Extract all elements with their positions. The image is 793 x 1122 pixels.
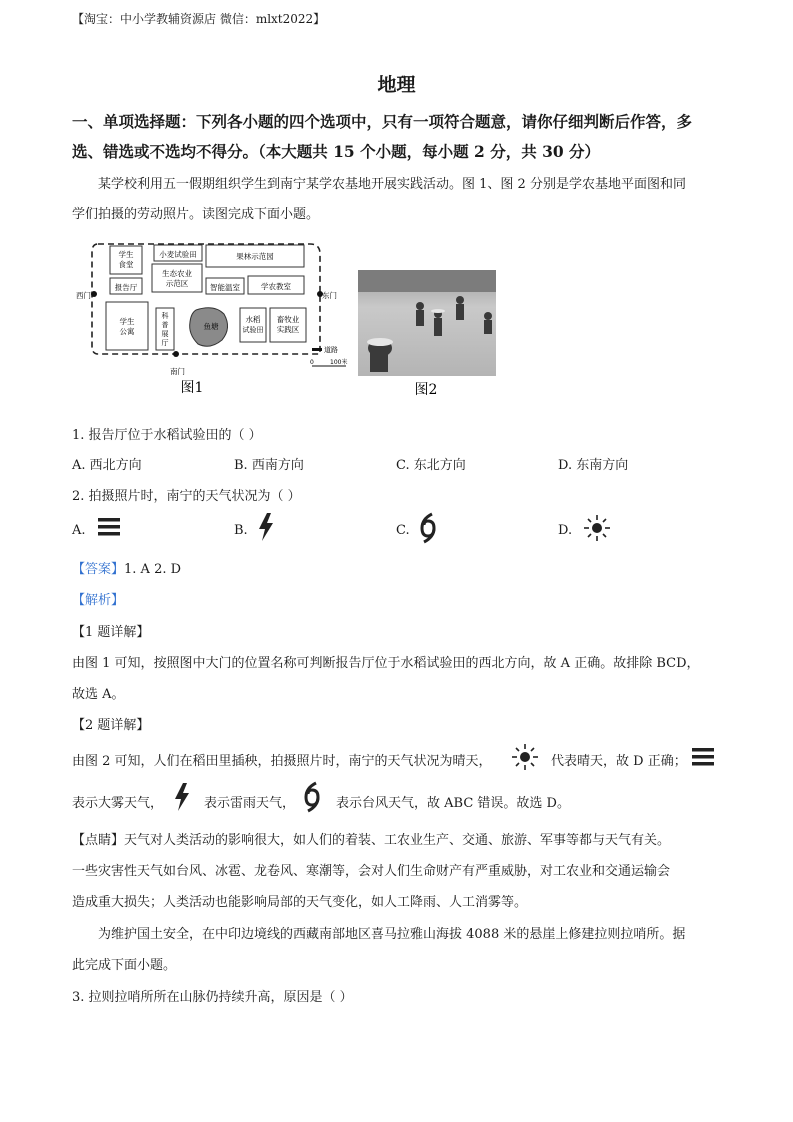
svg-text:水稻: 水稻: [245, 315, 261, 324]
figure1-farm-map: [76, 236, 354, 398]
detail2-line2a: 表示大雾天气，: [72, 796, 164, 811]
q1-option-c[interactable]: C. 东北方向: [396, 458, 466, 473]
svg-text:公寓: 公寓: [119, 327, 135, 336]
svg-text:食堂: 食堂: [118, 260, 134, 269]
detail2-line2c: 表示台风天气，故 ABC 错误。故选 D。: [336, 796, 570, 811]
detail1-heading: 【1 题详解】: [72, 625, 150, 640]
wheat-label: 小麦试验田: [159, 250, 197, 259]
watermark-header: 【淘宝：中小学教辅资源店 微信：mlxt2022】: [72, 12, 326, 26]
svg-text:科: 科: [161, 312, 169, 320]
svg-text:普: 普: [161, 321, 169, 329]
road-legend: 道路: [324, 346, 338, 354]
section-heading-line2: 选、错选或不选均不得分。（本大题共 15 个小题，每小题 2 分，共 30 分）: [72, 142, 601, 161]
q1-option-b[interactable]: B. 西南方向: [234, 458, 304, 473]
q3-stem: 3. 拉则拉哨所所在山脉仍持续升高，原因是（ ）: [72, 990, 353, 1005]
svg-text:展: 展: [161, 330, 169, 338]
detail2-line1b: 代表晴天，故 D 正确；: [551, 754, 687, 769]
figure2-caption: 图2: [414, 382, 438, 398]
south-gate-label: 南门: [170, 367, 185, 376]
svg-text:厅: 厅: [161, 339, 169, 347]
analysis-tag: 【解析】: [72, 593, 125, 608]
svg-text:100米: 100米: [330, 359, 348, 366]
q2-option-b[interactable]: B.: [234, 523, 248, 538]
dorm-box: [106, 302, 148, 350]
eco-label: 生态农业: [162, 269, 192, 278]
page-title: 地理: [377, 74, 416, 96]
dorm-label: 学生: [119, 317, 135, 326]
q1-stem: 1. 报告厅位于水稻试验田的（ ）: [72, 428, 262, 443]
figure1-caption: 图1: [180, 380, 204, 396]
sunny-icon-inline: [510, 742, 540, 772]
detail2-line1a: 由图 2 可知，人们在稻田里插秧，拍摄照片时，南宁的天气状况为晴天，: [72, 754, 492, 769]
figure2-photo: [356, 270, 498, 398]
canteen-label: 学生: [118, 250, 134, 259]
fog-icon: [96, 515, 122, 539]
answer-text: 1. A 2. D: [124, 562, 182, 577]
east-gate-label: 东门: [322, 291, 337, 300]
svg-text:畜牧业: 畜牧业: [276, 315, 300, 324]
tips-line3: 造成重大损失；人类活动也能影响局部的天气变化，如人工降雨、人工消雾等。: [72, 895, 528, 910]
svg-text:试验田: 试验田: [242, 326, 264, 334]
svg-text:实践区: 实践区: [276, 325, 300, 334]
q2-option-d[interactable]: D.: [558, 523, 573, 538]
svg-text:0: 0: [310, 359, 314, 366]
detail1-line1: 由图 1 可知，按照图中大门的位置名称可判断报告厅位于水稻试验田的西北方向，故 A 正确。故排除 BCD，: [72, 656, 700, 671]
fog-icon-inline: [690, 745, 716, 769]
intro-line2: 学们拍摄的劳动照片。读图完成下面小题。: [72, 207, 320, 222]
typhoon-icon-inline: [302, 782, 322, 812]
intro2-line2: 此完成下面小题。: [72, 958, 177, 973]
typhoon-icon: [418, 513, 438, 543]
q1-option-d[interactable]: D. 东南方向: [558, 458, 629, 473]
answer-tag: 【答案】: [72, 562, 125, 577]
pond-label: 鱼塘: [203, 322, 219, 331]
detail1-line2: 故选 A。: [72, 687, 125, 702]
thunder-icon: [256, 512, 276, 542]
hall-label: 报告厅: [114, 283, 138, 292]
tips-tag: 【点睛】: [72, 833, 125, 848]
q2-stem: 2. 拍摄照片时，南宁的天气状况为（ ）: [72, 489, 301, 504]
q1-option-a[interactable]: A. 西北方向: [72, 458, 142, 473]
smart-label: 智能温室: [210, 283, 240, 292]
orchard-label: 果林示范园: [236, 252, 274, 261]
section-heading-line1: 一、单项选择题：下列各小题的四个选项中，只有一项符合题意，请你仔细判断后作答，多: [72, 112, 693, 131]
west-gate-label: 西门: [76, 291, 91, 300]
tips-line2: 一些灾害性天气如台风、冰雹、龙卷风、寒潮等，会对人们生命财产有严重威胁，对工农业和交通运输会: [72, 864, 671, 879]
q2-option-c[interactable]: C.: [396, 523, 410, 538]
classroom-label: 学农教室: [261, 282, 291, 291]
rice-box: [240, 308, 266, 342]
tips-text1: 天气对人类活动的影响很大，如人们的着装、工农业生产、交通、旅游、军事等都与天气有关。: [124, 833, 671, 848]
intro-line1: 某学校利用五一假期组织学生到南宁某学农基地开展实践活动。图 1、图 2 分别是学农基地平面图和同: [98, 177, 686, 192]
sunny-icon: [582, 513, 612, 543]
svg-text:示范区: 示范区: [165, 279, 189, 288]
answer-line: [72, 558, 181, 577]
detail2-heading: 【2 题详解】: [72, 718, 150, 733]
intro2-line1: 为维护国土安全，在中印边境线的西藏南部地区喜马拉雅山海拔 4088 米的悬崖上修建拉则拉哨所。据: [98, 927, 686, 942]
detail2-line2b: 表示雷雨天气，: [204, 796, 296, 811]
q2-option-a[interactable]: A.: [72, 523, 86, 538]
thunder-icon-inline: [172, 782, 192, 812]
tips-line1: [72, 829, 670, 848]
